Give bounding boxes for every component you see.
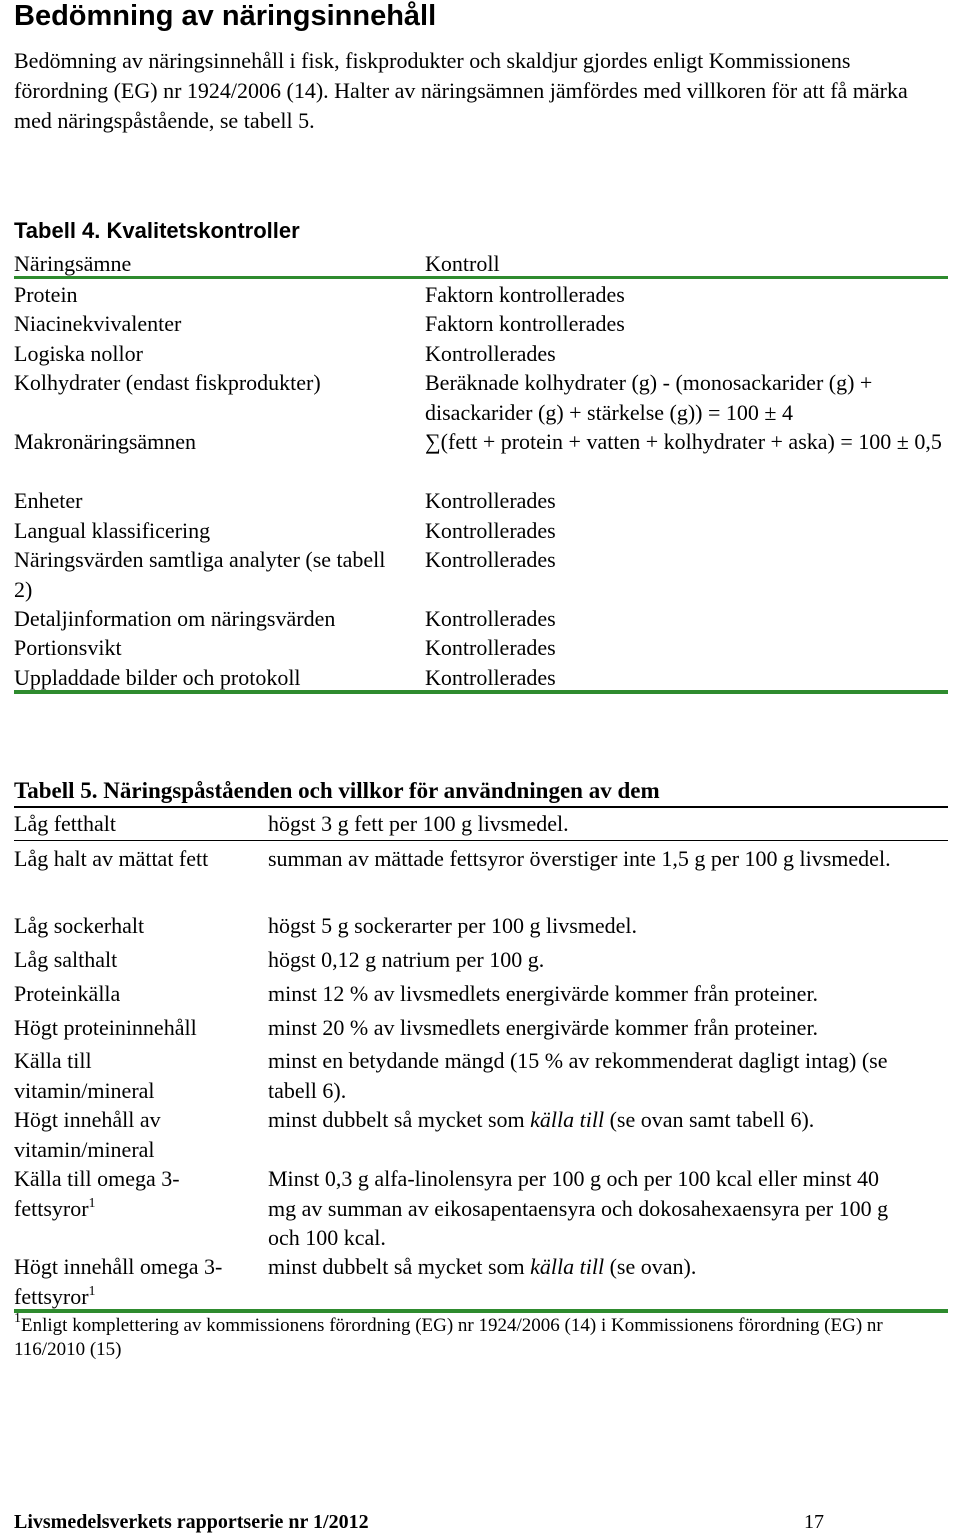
table4-row-nutrient: Detaljinformation om näringsvärden <box>14 606 336 631</box>
table4-bottom-rule <box>14 690 948 694</box>
condition-emphasis: källa till <box>530 1107 605 1132</box>
table4-header-nutrient: Näringsämne <box>14 251 132 276</box>
table4-row-nutrient: Portionsvikt <box>14 635 122 660</box>
table4-row-nutrient: Makronäringsämnen <box>14 429 197 454</box>
table5-row-condition: högst 5 g sockerarter per 100 g livsmedel. <box>268 913 638 938</box>
table5-row-claim: Högt innehåll av vitamin/mineral <box>14 1107 161 1162</box>
table5-bottom-rule <box>14 1309 948 1313</box>
table4-row-control: Kontrollerades <box>425 488 556 513</box>
table5-row-claim: Låg salthalt <box>14 947 118 972</box>
footnote-text: Enligt komplettering av kommissionens förordning (EG) nr 1924/2006 (14) i Kommissionens förordning (EG) nr 116/2010 (15) <box>14 1315 883 1360</box>
table5-caption: Tabell 5. Näringspåståenden och villkor för användningen av dem <box>14 778 660 803</box>
table5-row-condition: minst 12 % av livsmedlets energivärde kommer från proteiner. <box>268 981 819 1006</box>
table4-row-control: Kontrollerades <box>425 635 556 660</box>
table5-row-condition: minst 20 % av livsmedlets energivärde kommer från proteiner. <box>268 1015 819 1040</box>
table5-row-condition: Minst 0,3 g alfa-linolensyra per 100 g och per 100 kcal eller minst 40 mg av summan av eikosapentaensyra och dokosahexaensyra per 100 g och 100 kcal. <box>268 1166 889 1250</box>
table5-row-claim: Låg fetthalt <box>14 811 117 836</box>
table5-row-claim: Proteinkälla <box>14 981 121 1006</box>
table5-row-condition: högst 3 g fett per 100 g livsmedel. <box>268 811 569 836</box>
claim-text: Högt innehåll omega 3-fettsyror <box>14 1254 223 1309</box>
table4-caption: Tabell 4. Kvalitetskontroller <box>14 218 300 243</box>
table4-row-nutrient: Uppladdade bilder och protokoll <box>14 665 301 690</box>
table5-row-condition: summan av mättade fettsyror överstiger inte 1,5 g per 100 g livsmedel. <box>268 846 891 871</box>
footnote-marker: 1 <box>88 1195 96 1211</box>
condition-text: minst dubbelt så mycket som <box>268 1107 531 1132</box>
table4-row-control: Kontrollerades <box>425 518 556 543</box>
table4-row-nutrient: Protein <box>14 282 78 307</box>
table4-row-nutrient: Enheter <box>14 488 83 513</box>
table4-row-nutrient: Logiska nollor <box>14 341 143 366</box>
table5-row-claim <box>14 1252 244 1311</box>
claim-text: Källa till omega 3-fettsyror <box>14 1166 180 1221</box>
table4-header-rule <box>14 276 948 279</box>
table4-row-control: Beräknade kolhydrater (g) - (monosackarider (g) + disackarider (g) + stärkelse (g)) = 100 ± 4 <box>425 370 873 425</box>
condition-text: minst dubbelt så mycket som <box>268 1254 531 1279</box>
table5-row-condition: högst 0,12 g natrium per 100 g. <box>268 947 545 972</box>
condition-emphasis: källa till <box>530 1254 605 1279</box>
table5-header-rule <box>14 840 948 841</box>
table4-row-control: Kontrollerades <box>425 665 556 690</box>
table4-row-control: Kontrollerades <box>425 547 556 572</box>
page-number: 17 <box>804 1511 824 1533</box>
table4-row-nutrient: Näringsvärden samtliga analyter (se tabell 2) <box>14 547 386 602</box>
table5-row-claim <box>14 1164 224 1223</box>
footnote <box>14 1311 914 1362</box>
table4-row-control: Kontrollerades <box>425 606 556 631</box>
table5-row-claim: Låg sockerhalt <box>14 913 145 938</box>
table4-row-control: Faktorn kontrollerades <box>425 311 625 336</box>
table5-row-claim: Låg halt av mättat fett <box>14 846 209 871</box>
table5-row-claim: Källa till vitamin/mineral <box>14 1048 155 1103</box>
table4-row-control: Faktorn kontrollerades <box>425 282 625 307</box>
table4-row-nutrient: Niacinekvivalenter <box>14 311 182 336</box>
table5-row-condition <box>268 1105 938 1135</box>
table5-top-rule <box>14 806 948 808</box>
table5-row-claim: Högt proteininnehåll <box>14 1015 197 1040</box>
table4-row-nutrient: Langual klassificering <box>14 518 211 543</box>
footnote-marker: 1 <box>14 1311 21 1326</box>
table4-row-control: Kontrollerades <box>425 341 556 366</box>
intro-paragraph: Bedömning av näringsinnehåll i fisk, fiskprodukter och skaldjur gjordes enligt Kommissionens förordning (EG) nr 1924/2006 (14). Halter av näringsämnen jämfördes med villkoren för att få märka med näringspåstående, se tabell 5. <box>14 48 908 133</box>
table5-row-condition: minst en betydande mängd (15 % av rekommenderat dagligt intag) (se tabell 6). <box>268 1048 888 1103</box>
condition-text: (se ovan samt tabell 6). <box>604 1107 815 1132</box>
table4-header-control: Kontroll <box>425 251 500 276</box>
footnote-marker: 1 <box>88 1283 96 1299</box>
section-heading: Bedömning av näringsinnehåll <box>14 0 437 32</box>
report-series: Livsmedelsverkets rapportserie nr 1/2012 <box>14 1511 369 1533</box>
table4-row-nutrient: Kolhydrater (endast fiskprodukter) <box>14 370 321 395</box>
table5-row-condition <box>268 1252 938 1282</box>
condition-text: (se ovan). <box>604 1254 697 1279</box>
table4-row-control: ∑(fett + protein + vatten + kolhydrater + aska) = 100 ± 0,5 <box>425 429 942 454</box>
